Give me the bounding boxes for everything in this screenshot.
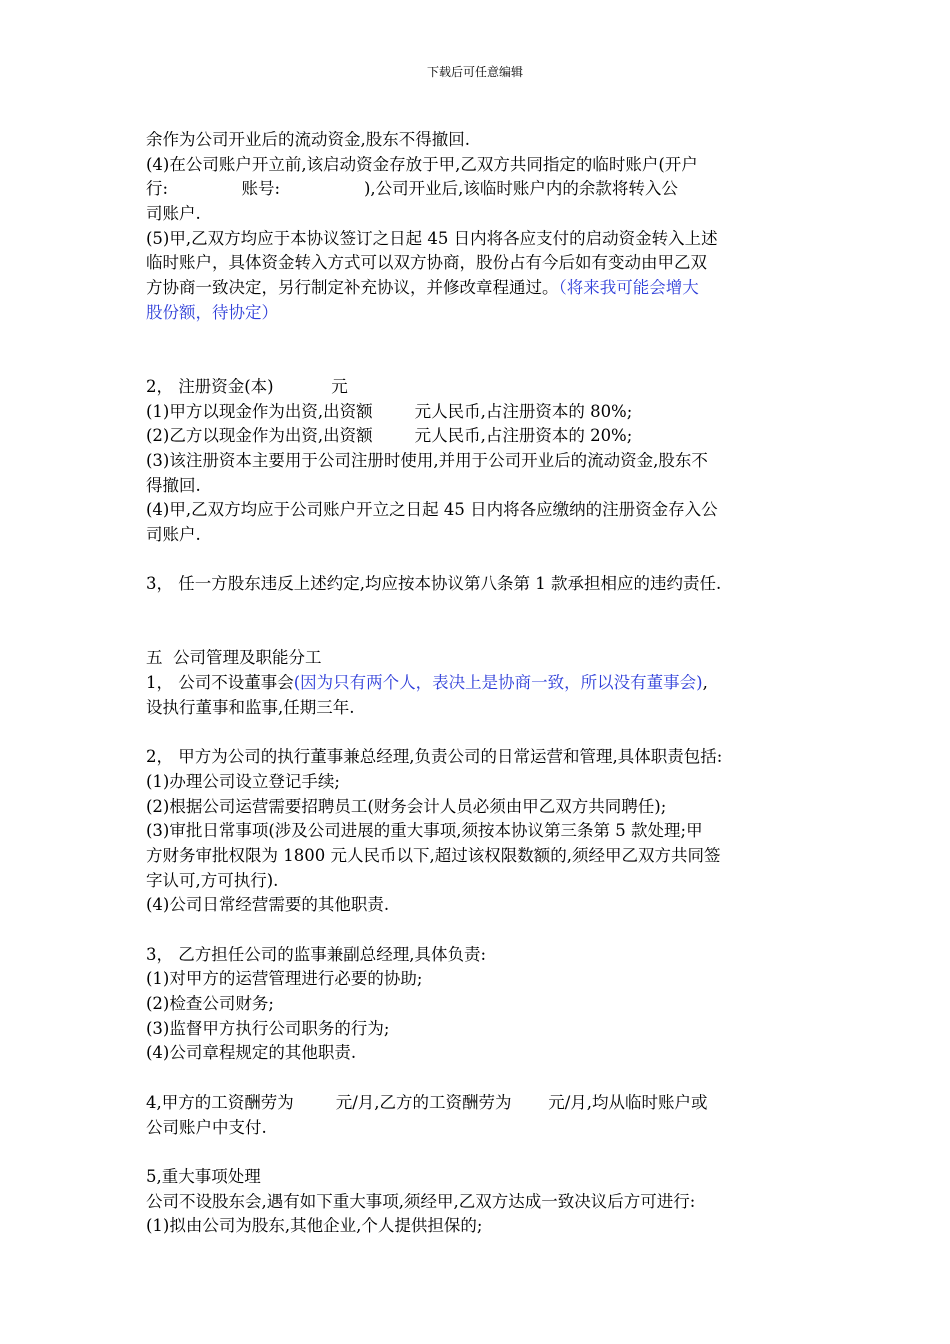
- text-line: 临时账户，具体资金转入方式可以双方协商，股份占有今后如有变动由甲乙双: [146, 253, 707, 273]
- text-line: (3)审批日常事项(涉及公司进展的重大事项,须按本协议第三条第 5 款处理;甲: [146, 821, 703, 841]
- spacer: [146, 326, 814, 375]
- text-line: (1)甲方以现金作为出资,出资额 元人民币,占注册资本的 80%;: [146, 401, 633, 421]
- spacer: [146, 548, 814, 573]
- text-line: 字认可,方可执行).: [146, 870, 279, 890]
- section-heading: 2， 注册资金(本) 元: [146, 376, 348, 396]
- text-line: 司账户.: [146, 525, 201, 545]
- text-line: (4)公司日常经营需要的其他职责.: [146, 895, 390, 915]
- spacer: [146, 1140, 814, 1165]
- text-line: 4,甲方的工资酬劳为 元/月,乙方的工资酬劳为 元/月,均从临时账户或: [146, 1092, 708, 1112]
- text-line: 设执行董事和监事,任期三年.: [146, 697, 355, 717]
- text-line: 方财务审批权限为 1800 元人民币以下,超过该权限数额的,须经甲乙双方共同签: [146, 845, 721, 865]
- spacer: [146, 1066, 814, 1091]
- text-line: (3)该注册资本主要用于公司注册时使用,并用于公司开业后的流动资金,股东不: [146, 450, 708, 470]
- annotation-note: 股份额，待协定）: [146, 302, 278, 322]
- text-line: (4)公司章程规定的其他职责.: [146, 1043, 357, 1063]
- text-line: (3)监督甲方执行公司职务的行为;: [146, 1018, 390, 1038]
- text-line: (1)办理公司设立登记手续;: [146, 771, 340, 791]
- text-line: 行: 账号: ),公司开业后,该临时账户内的余款将转入公: [146, 179, 678, 199]
- section-heading: 5,重大事项处理: [146, 1166, 261, 1186]
- text-line: (2)检查公司财务;: [146, 994, 274, 1014]
- text-line: 得撤回.: [146, 475, 201, 495]
- annotation-note: (因为只有两个人，表决上是协商一致，所以没有董事会): [293, 673, 703, 693]
- text-line: [146, 671, 814, 696]
- document-body: [146, 128, 814, 1239]
- text-line: 公司账户中支付.: [146, 1117, 267, 1137]
- text-line: (4)甲,乙双方均应于公司账户开立之日起 45 日内将各应缴纳的注册资金存入公: [146, 500, 718, 520]
- text-line: 余作为公司开业后的流动资金,股东不得撤回.: [146, 130, 470, 149]
- text-line: (2)根据公司运营需要招聘员工(财务会计人员必须由甲乙双方共同聘任);: [146, 796, 667, 816]
- text-line: (2)乙方以现金作为出资,出资额 元人民币,占注册资本的 20%;: [146, 426, 633, 446]
- page-header: 下载后可任意编辑: [426, 65, 523, 79]
- text-line: 2， 甲方为公司的执行董事兼总经理,负责公司的日常运营和管理,具体职责包括:: [146, 747, 723, 767]
- text-line: (4)在公司账户开立前,该启动资金存放于甲,乙双方共同指定的临时账户(开户: [146, 154, 698, 174]
- text-line: 司账户.: [146, 204, 201, 224]
- text-segment: ,: [702, 673, 708, 693]
- text-line: 3， 乙方担任公司的监事兼副总经理,具体负责:: [146, 944, 487, 964]
- annotation-note: （将来我可能会增大: [558, 278, 699, 298]
- spacer: [146, 597, 814, 646]
- text-line: [146, 276, 814, 301]
- text-line: (1)对甲方的运营管理进行必要的协助;: [146, 969, 423, 989]
- spacer: [146, 918, 814, 943]
- text-segment: 1， 公司不设董事会: [146, 673, 294, 693]
- spacer: [146, 721, 814, 746]
- text-line: 公司不设股东会,遇有如下重大事项,须经甲,乙双方达成一致决议后方可进行:: [146, 1191, 696, 1211]
- text-line: (5)甲,乙双方均应于本协议签订之日起 45 日内将各应支付的启动资金转入上述: [146, 228, 718, 248]
- text-line: 3， 任一方股东违反上述约定,均应按本协议第八条第 1 款承担相应的违约责任.: [146, 574, 722, 594]
- text-line: (1)拟由公司为股东,其他企业,个人提供担保的;: [146, 1216, 483, 1236]
- text-segment: 方协商一致决定，另行制定补充协议，并修改章程通过。: [146, 278, 559, 298]
- section-heading: 五 公司管理及职能分工: [146, 648, 322, 668]
